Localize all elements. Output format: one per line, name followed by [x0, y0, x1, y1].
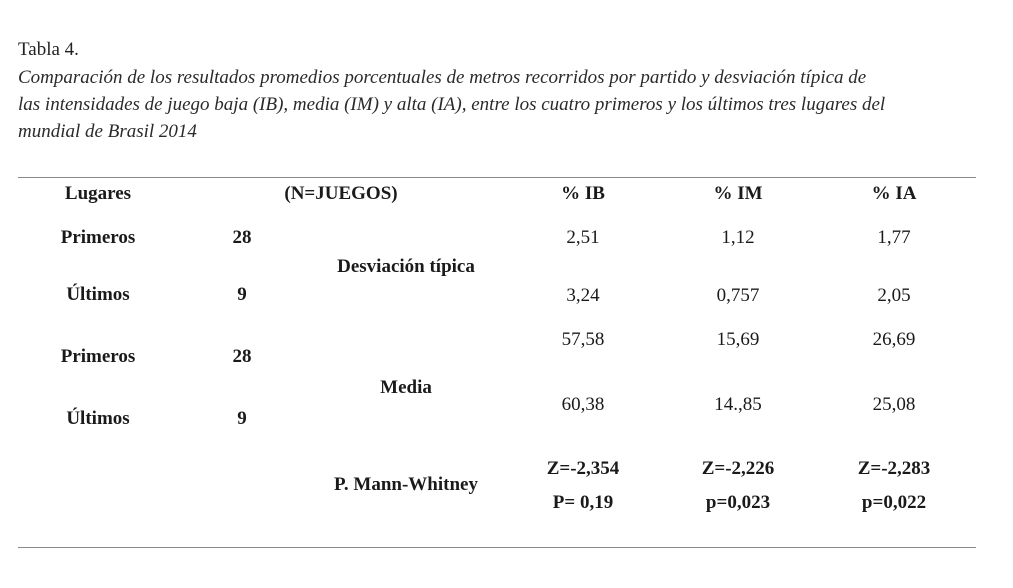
table-bottom-rule: [18, 547, 976, 548]
row-ia-value: 26,69: [872, 329, 916, 350]
row-ia-value: 25,08: [872, 394, 916, 415]
row-n: 9: [237, 284, 247, 305]
caption-line: Comparación de los resultados promedios porcentuales de metros recorridos por partido y desviación típica de: [18, 67, 867, 88]
row-ib-value: 3,24: [566, 285, 600, 306]
header-lugares: Lugares: [64, 183, 132, 204]
table-label: Tabla 4.: [18, 39, 79, 60]
row-lugar: Primeros: [60, 227, 136, 248]
table-caption: [18, 64, 983, 145]
group-desviacion-tipica: Desviación típica: [337, 256, 475, 277]
header-ib: % IB: [561, 183, 605, 204]
mann-whitney-p-ib: P= 0,19: [552, 492, 614, 513]
mann-whitney-z-ia: Z=-2,283: [857, 458, 931, 479]
row-ib-value: 57,58: [561, 329, 605, 350]
row-im-value: 1,12: [721, 227, 755, 248]
row-im-value: 15,69: [716, 329, 760, 350]
mann-whitney-z-ib: Z=-2,354: [546, 458, 620, 479]
row-lugar: Últimos: [66, 284, 130, 305]
row-ia-value: 1,77: [877, 227, 911, 248]
caption-line: las intensidades de juego baja (IB), media (IM) y alta (IA), entre los cuatro primeros y los últimos tres lugares del: [18, 94, 886, 115]
mann-whitney-p-ia: p=0,022: [861, 492, 927, 513]
row-lugar: Primeros: [60, 346, 136, 367]
row-ib-value: 60,38: [561, 394, 605, 415]
header-n-juegos: (N=JUEGOS): [284, 183, 398, 204]
header-im: % IM: [713, 183, 763, 204]
row-ia-value: 2,05: [877, 285, 911, 306]
header-ia: % IA: [871, 183, 917, 204]
group-mann-whitney: P. Mann-Whitney: [334, 474, 478, 495]
row-n: 28: [232, 346, 252, 367]
mann-whitney-z-im: Z=-2,226: [701, 458, 775, 479]
group-media: Media: [380, 377, 432, 398]
row-n: 9: [237, 408, 247, 429]
row-im-value: 14.,85: [714, 394, 762, 415]
caption-line: mundial de Brasil 2014: [18, 121, 197, 142]
row-ib-value: 2,51: [566, 227, 600, 248]
row-n: 28: [232, 227, 252, 248]
row-lugar: Últimos: [66, 408, 130, 429]
row-im-value: 0,757: [716, 285, 760, 306]
table-top-rule: [18, 177, 976, 178]
mann-whitney-p-im: p=0,023: [705, 492, 771, 513]
